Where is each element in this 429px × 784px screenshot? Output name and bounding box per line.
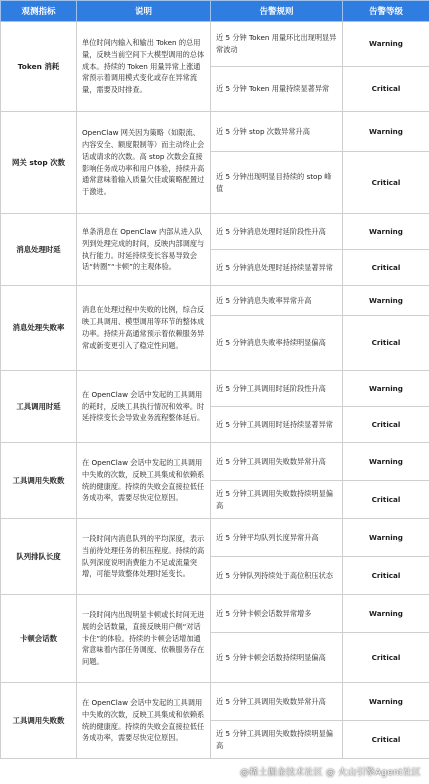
table-row — [1, 683, 429, 721]
alert-rule: 近 5 分钟 Token 用量持续显著异常 — [211, 67, 343, 112]
alert-level-critical: Critical — [343, 407, 429, 443]
metric-description: 在 OpenClaw 会话中发起的工具调用中失败的次数，反映工具集成和依赖系统的健康度。持续的失败会直接拉低任务成功率，需要尽快定位原因。 — [77, 443, 211, 519]
header-metric: 观测指标 — [1, 1, 77, 22]
alert-rule: 近 5 分钟消息处理时延阶段性升高 — [211, 214, 343, 250]
metric-description: OpenClaw 网关因为策略（如限流、内容安全、额度限制等）而主动终止会话或请求的次数。高 stop 次数会直接影响任务成功率和用户体验，持续升高通常意味着输入质量欠佳或策略配置过于激进。 — [77, 112, 211, 214]
watermark-text: @稀土掘金技术社区 @ 火山引擎Agent社区 — [240, 768, 421, 778]
metric-description: 消息在处理过程中失败的比例，综合反映工具调用、模型调用等环节的整体成功率。持续升高通常预示着依赖服务异常或新变更引入了稳定性问题。 — [77, 286, 211, 371]
alert-rule: 近 5 分钟卡顿会话数持续明显偏高 — [211, 633, 343, 683]
alert-rule: 近 5 分钟工具调用失败数持续明显偏高 — [211, 721, 343, 759]
alert-level-warning: Warning — [343, 112, 429, 152]
alert-rule: 近 5 分钟消息失败率持续明显偏高 — [211, 316, 343, 371]
table-row — [1, 595, 429, 633]
metric-description: 在 OpenClaw 会话中发起的工具调用的耗时，反映工具执行情况和效率。时延持续变长会导致业务流程整体延后。 — [77, 371, 211, 443]
metric-name: 网关 stop 次数 — [1, 112, 77, 214]
alert-rule: 近 5 分钟队列持续处于高位积压状态 — [211, 557, 343, 595]
header-alert-rule: 告警规则 — [211, 1, 343, 22]
alert-level-critical: Critical — [343, 67, 429, 112]
metric-name: 工具调用时延 — [1, 371, 77, 443]
alert-level-critical: Critical — [343, 633, 429, 683]
alert-rule: 近 5 分钟消息失败率异常升高 — [211, 286, 343, 316]
alert-level-critical: Critical — [343, 721, 429, 759]
metric-name: Token 消耗 — [1, 22, 77, 112]
alert-rule: 近 5 分钟消息处理时延持续显著异常 — [211, 250, 343, 286]
metric-name: 工具调用失败数 — [1, 683, 77, 759]
metric-description: 单条消息在 OpenClaw 内部从进入队列到处理完成的时间，反映内部调度与执行能力。时延持续变长容易导致会话“转圈”“卡顿”的主观体验。 — [77, 214, 211, 286]
header-alert-level: 告警等级 — [343, 1, 429, 22]
metric-name: 工具调用失败数 — [1, 443, 77, 519]
table-header-row — [1, 1, 429, 22]
alert-level-warning: Warning — [343, 22, 429, 67]
alert-rule: 近 5 分钟工具调用时延持续显著异常 — [211, 407, 343, 443]
alert-rule: 近 5 分钟 Token 用量环比出现明显异常波动 — [211, 22, 343, 67]
metric-description: 单位时间内输入和输出 Token 的总用量，反映当前空间下大模型调用的总体成本。持续的 Token 用量异常上涨通常预示着调用模式变化或存在异常流量，需要及时排查。 — [77, 22, 211, 112]
metric-description: 一段时间内消息队列的平均深度，表示当前待处理任务的积压程度。持续的高队列深度说明消费能力不足或流量突增，可能导致整体处理时延变长。 — [77, 519, 211, 595]
alert-level-critical: Critical — [343, 557, 429, 595]
alert-rule: 近 5 分钟工具调用失败数持续明显偏高 — [211, 481, 343, 519]
alert-rule: 近 5 分钟工具调用时延阶段性升高 — [211, 371, 343, 407]
alert-rule: 近 5 分钟 stop 次数异常升高 — [211, 112, 343, 152]
alert-level-warning: Warning — [343, 214, 429, 250]
alert-rule: 近 5 分钟工具调用失败数异常升高 — [211, 683, 343, 721]
alert-rule: 近 5 分钟工具调用失败数异常升高 — [211, 443, 343, 481]
alert-level-warning: Warning — [343, 519, 429, 557]
table-row — [1, 112, 429, 152]
table-row — [1, 214, 429, 250]
alert-rule: 近 5 分钟平均队列长度异常升高 — [211, 519, 343, 557]
alert-rule: 近 5 分钟卡顿会话数异常增多 — [211, 595, 343, 633]
alert-level-critical: Critical — [343, 152, 429, 214]
alert-level-warning: Warning — [343, 443, 429, 481]
table-row — [1, 443, 429, 481]
alert-rule: 近 5 分钟出现明显目持续的 stop 峰值 — [211, 152, 343, 214]
table-row — [1, 22, 429, 67]
metric-name: 消息处理失败率 — [1, 286, 77, 371]
header-description: 说明 — [77, 1, 211, 22]
table-row — [1, 371, 429, 407]
alert-level-warning: Warning — [343, 683, 429, 721]
alert-level-warning: Warning — [343, 286, 429, 316]
metric-description: 在 OpenClaw 会话中发起的工具调用中失败的次数，反映工具集成和依赖系统的健康度。持续的失败会直接拉低任务成功率，需要尽快定位原因。 — [77, 683, 211, 759]
metric-name: 队列排队长度 — [1, 519, 77, 595]
table-row — [1, 286, 429, 316]
metric-name: 消息处理时延 — [1, 214, 77, 286]
alert-level-warning: Warning — [343, 595, 429, 633]
metric-description: 一段时间内出现明显卡顿或长时间无进展的会话数量，直接反映用户侧“对话卡住”的体验。持续的卡顿会话增加通常意味着内部任务调度、依赖服务存在问题。 — [77, 595, 211, 683]
alert-level-critical: Critical — [343, 250, 429, 286]
metric-name: 卡顿会话数 — [1, 595, 77, 683]
alert-level-critical: Critical — [343, 316, 429, 371]
alert-level-warning: Warning — [343, 371, 429, 407]
alert-level-critical: Critical — [343, 481, 429, 519]
table-row — [1, 519, 429, 557]
